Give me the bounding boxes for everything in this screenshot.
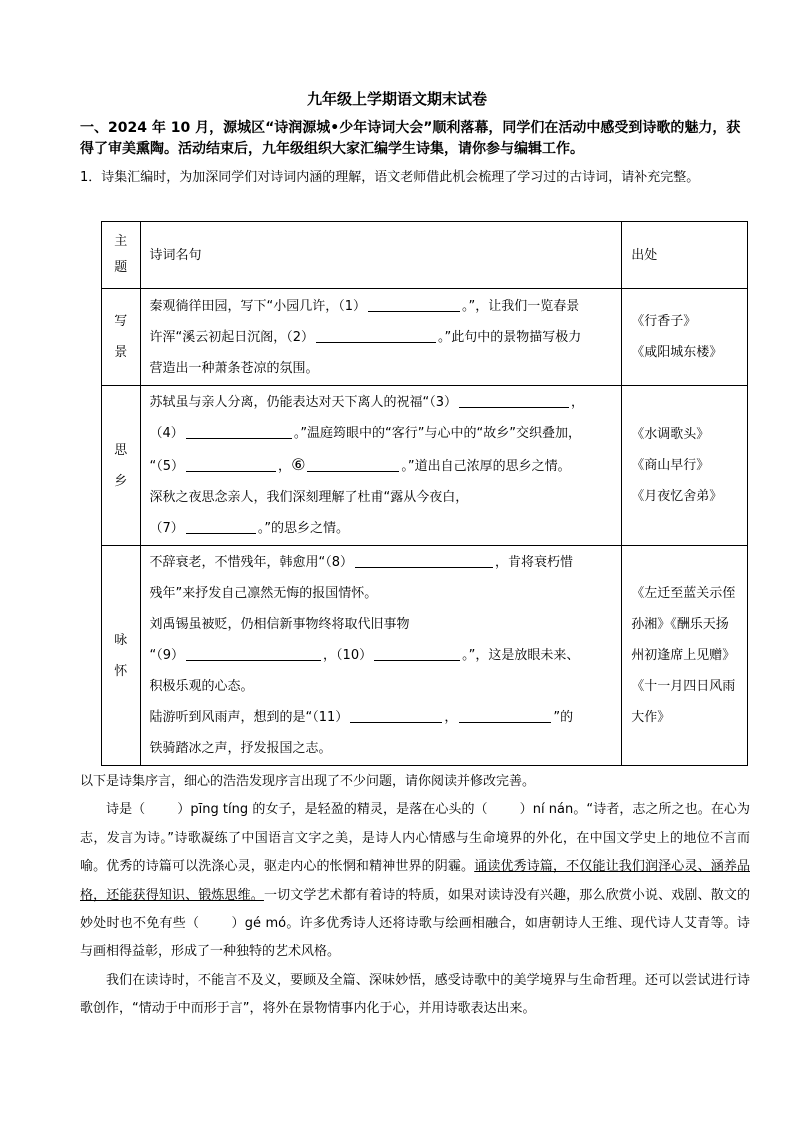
- table-line: [150, 513, 613, 544]
- table-line: [150, 702, 613, 733]
- line-text: 。”，让我们一览春景: [462, 298, 580, 314]
- answer-blank-7[interactable]: [186, 519, 256, 534]
- question-heading: 一、2024 年 10 月，源城区“诗润源城•少年诗词大会”顺利落幕，同学们在活动中感受到诗歌的魅力，获得了审美熏陶。活动结束后，九年级组织大家汇编学生诗集，请你参与编辑工作。: [80, 120, 741, 157]
- para-text: ）ní nán。“诗者，志之所之也。在心为志，发言为诗。”诗歌凝练了中国语言文字之美，是诗人内心情感与生命境界的外化，在中国文学史上的地位不言而喻。优秀的诗篇可以洗涤心灵，驱走内心的怅惘和精神世界的阴霾。: [80, 802, 750, 875]
- preface-paragraph-1: [80, 796, 750, 966]
- table-line: [150, 291, 613, 322]
- line-text: 。”的思乡之情。: [257, 521, 350, 536]
- line-text: “（9）: [149, 648, 185, 663]
- table-line: [150, 547, 613, 578]
- header-theme: 主题: [102, 222, 141, 289]
- sub-question-1: 1．诗集汇编时，为加深同学们对诗词内涵的理解，语文老师借此机会梳理了学习过的古诗词，请补充完整。: [80, 170, 700, 185]
- para-text: 一切文学艺术都有着诗的特质，如果对读诗没有兴趣，那么欣赏小说、戏剧、散文的妙处时也不免有些（: [80, 887, 750, 932]
- line-text: 秦观徜徉田园，写下“小园几许，（1）: [149, 298, 367, 314]
- line-text: “（5）: [149, 459, 185, 474]
- header-lines: 诗词名句: [140, 222, 622, 289]
- table-line: 刘禹锡虽被贬，仍相信新事物终将取代旧事物: [149, 617, 410, 632]
- line-text: 许浑“溪云初起日沉阁，（2）: [149, 329, 315, 345]
- table-line: [150, 418, 613, 449]
- preface-intro: 以下是诗集序言，细心的浩浩发现序言出现了不少问题，请你阅读并修改完善。: [80, 774, 536, 789]
- line-text: （7）: [149, 521, 184, 536]
- line-text: 陆游听到风雨声，想到的是“（11）: [149, 710, 349, 725]
- line-text: ，肯将衰朽惜: [495, 555, 574, 570]
- line-text: （4）: [149, 426, 184, 441]
- underlined-sentence: 诵读优秀诗篇，不仅能让我们润泽心灵、涵养品格，还能获得知识、锻炼思维。: [80, 859, 750, 903]
- theme-homesick: 思乡: [102, 386, 141, 546]
- line-text: ，: [278, 459, 292, 474]
- source-title: 《行香子》: [631, 314, 697, 329]
- circled-number: ⑥: [291, 455, 306, 474]
- header-source: 出处: [622, 222, 748, 289]
- answer-blank-10[interactable]: [374, 646, 460, 661]
- answer-blank-4[interactable]: [186, 424, 292, 439]
- table-line: [150, 387, 613, 418]
- answer-blank-5[interactable]: [186, 457, 276, 472]
- line-text: 。”，这是放眼未来、: [462, 648, 580, 663]
- line-text: ，: [444, 710, 458, 725]
- answer-blank-11a[interactable]: [350, 708, 442, 723]
- table-line: [150, 322, 613, 353]
- lines-scenery: [140, 289, 622, 386]
- answer-blank-1[interactable]: [368, 297, 460, 312]
- source-title: 《月夜忆舍弟》: [631, 489, 723, 504]
- answer-blank-3[interactable]: [459, 393, 569, 408]
- lines-aspiration: [140, 546, 622, 766]
- poem-table: [101, 221, 748, 766]
- theme-scenery: 写景: [102, 289, 141, 386]
- preface-paragraph-2: 我们在读诗时，不能言不及义，要顾及全篇、深味妙悟，感受诗歌中的美学境界与生命哲理。还可以尝试进行诗歌创作，“情动于中而形于言”，将外在景物情事内化于心，并用诗歌表达出来。: [80, 972, 750, 1017]
- table-row-scenery: [102, 289, 748, 386]
- answer-blank-6[interactable]: [307, 457, 399, 472]
- line-text: ，: [571, 395, 585, 410]
- table-line: [150, 640, 613, 671]
- table-header-row: [102, 222, 748, 289]
- table-line: 残年”来抒发自己凛然无悔的报国情怀。: [149, 586, 378, 601]
- table-line: 铁骑踏冰之声，抒发报国之志。: [149, 741, 332, 756]
- table-line: 深秋之夜思念亲人，我们深刻理解了杜甫“露从今夜白，: [149, 490, 469, 505]
- line-text: 。”温庭筠眼中的“客行”与心中的“故乡”交织叠加，: [293, 426, 581, 441]
- source-title: 《水调歌头》: [631, 427, 710, 442]
- answer-blank-9[interactable]: [186, 646, 321, 661]
- line-text: 。”此句中的景物描写极力: [438, 329, 582, 345]
- exam-title: 九年级上学期语文期末试卷: [306, 90, 487, 108]
- line-text: 苏轼虽与亲人分离，仍能表达对天下离人的祝福“（3）: [149, 395, 458, 410]
- line-text: ，（10）: [323, 648, 373, 663]
- source-title: 《咸阳城东楼》: [631, 345, 723, 360]
- para-text: ）gé mó。许多优秀诗人还将诗歌与绘画相融合，如唐朝诗人王维、现代诗人艾青等。诗与画相得益彰，形成了一种独特的艺术风格。: [80, 916, 750, 960]
- source-title: 《商山早行》: [631, 458, 710, 473]
- para-text: 诗是（: [106, 802, 146, 818]
- line-text: 。”道出自己浓厚的思乡之情。: [401, 459, 571, 474]
- answer-blank-2[interactable]: [316, 328, 436, 343]
- answer-blank-8[interactable]: [355, 553, 493, 568]
- line-text: 不辞衰老，不惜残年，韩愈用“（8）: [149, 555, 354, 570]
- source-scenery: [622, 289, 748, 386]
- lines-homesick: [140, 386, 622, 546]
- answer-blank-11b[interactable]: [459, 708, 551, 723]
- table-line: 积极乐观的心态。: [149, 679, 254, 694]
- table-line: 营造出一种萧条苍凉的氛围。: [149, 360, 319, 376]
- table-row-aspiration: [102, 546, 748, 766]
- line-text: ”的: [553, 710, 574, 725]
- source-homesick: [622, 386, 748, 546]
- source-aspiration: 《左迁至蓝关示侄孙湘》《酬乐天扬州初逢席上见赠》《十一月四日风雨大作》: [622, 546, 748, 766]
- theme-aspiration: 咏怀: [102, 546, 141, 766]
- table-row-homesick: [102, 386, 748, 546]
- table-line: [150, 449, 613, 482]
- preface-section: [80, 768, 750, 1024]
- para-text: ）pīng tíng 的女子，是轻盈的精灵，是落在心头的（: [177, 802, 488, 818]
